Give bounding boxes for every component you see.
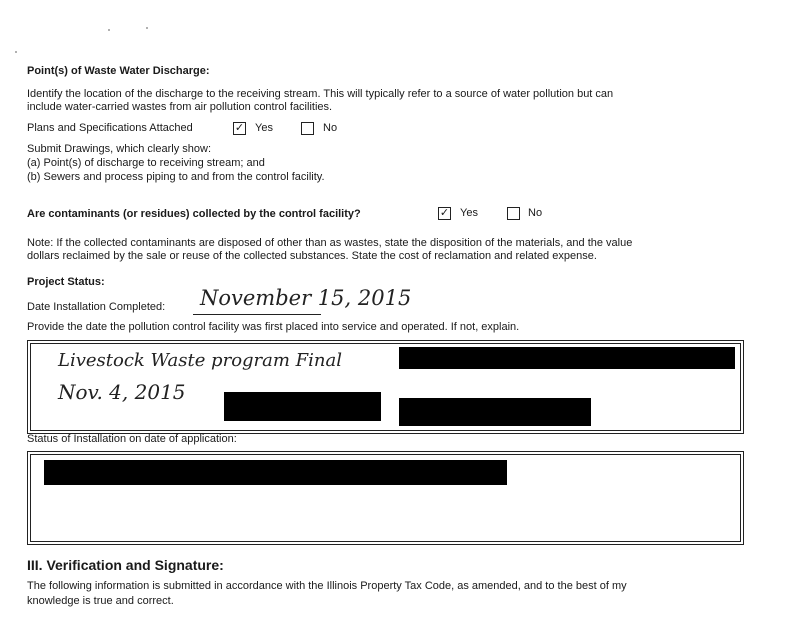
plans-no-checkbox[interactable] xyxy=(301,122,314,135)
redaction-block xyxy=(44,460,507,485)
project-status-heading: Project Status: xyxy=(27,276,105,288)
date-underline xyxy=(193,314,321,315)
check-mark-icon: ✓ xyxy=(439,207,450,219)
date-installation-value[interactable]: November 15, 2015 xyxy=(200,286,412,310)
note-line1: Note: If the collected contaminants are disposed of other than as wastes, state the disposition of the materials, and the value xyxy=(27,237,633,249)
redaction-block xyxy=(399,398,591,426)
redaction-block xyxy=(224,392,381,421)
contaminants-question: Are contaminants (or residues) collected by the control facility? xyxy=(27,208,361,220)
installation-status-label: Status of Installation on date of application: xyxy=(27,433,237,445)
service-answer-line1: Livestock Waste program Final xyxy=(58,350,343,371)
verification-text-line1: The following information is submitted in accordance with the Illinois Property Tax Code, as amended, and to the best of my xyxy=(27,580,627,592)
contaminants-yes-label: Yes xyxy=(460,207,478,219)
redaction-block xyxy=(399,347,735,369)
verification-heading: III. Verification and Signature: xyxy=(27,557,224,573)
drawings-line1: Submit Drawings, which clearly show: xyxy=(27,143,212,155)
plans-yes-checkbox[interactable] xyxy=(233,122,246,135)
contaminants-no-label: No xyxy=(528,207,543,219)
waste-water-description-line2: include water-carried wastes from air pollution control facilities. xyxy=(27,101,333,113)
verification-text-line2: knowledge is true and correct. xyxy=(27,595,174,607)
service-prompt: Provide the date the pollution control facility was first placed into service and operated. If not, explain. xyxy=(27,321,520,333)
scan-speck xyxy=(146,27,148,29)
date-installation-label: Date Installation Completed: xyxy=(27,301,166,313)
contaminants-yes-checkbox[interactable] xyxy=(438,207,451,220)
waste-water-heading: Point(s) of Waste Water Discharge: xyxy=(27,65,210,77)
plans-yes-label: Yes xyxy=(255,122,273,134)
scan-speck xyxy=(15,51,17,53)
contaminants-no-checkbox[interactable] xyxy=(507,207,520,220)
note-line2: dollars reclaimed by the sale or reuse of the collected substances. State the cost of reclamation and related expense. xyxy=(27,250,597,262)
plans-no-label: No xyxy=(323,122,338,134)
drawings-line3: (b) Sewers and process piping to and from the control facility. xyxy=(27,171,325,183)
plans-label: Plans and Specifications Attached xyxy=(27,122,193,134)
waste-water-description-line1: Identify the location of the discharge to the receiving stream. This will typically refer to a source of water pollution but can xyxy=(27,88,614,100)
check-mark-icon: ✓ xyxy=(234,122,245,134)
scan-speck xyxy=(108,29,110,31)
drawings-line2: (a) Point(s) of discharge to receiving stream; and xyxy=(27,157,265,169)
service-answer-line2: Nov. 4, 2015 xyxy=(58,380,186,404)
